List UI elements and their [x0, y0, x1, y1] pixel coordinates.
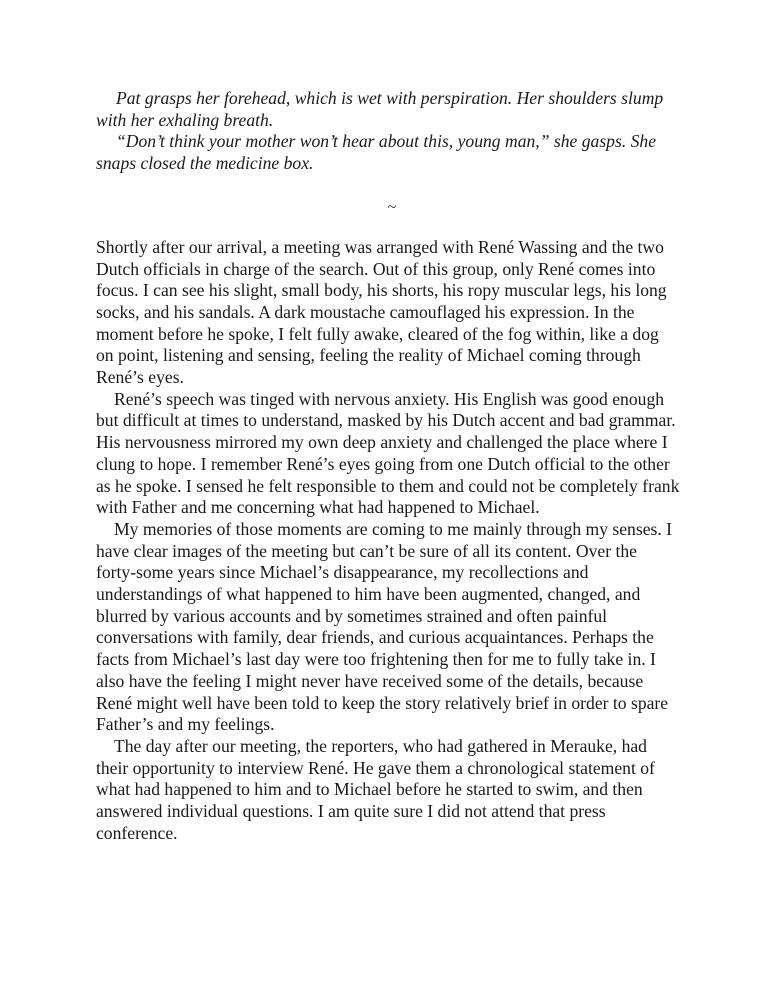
body-paragraph: The day after our meeting, the reporters, who had gathered in Merauke, had their opportunity to interview René. He gave them a chronological statement of what had happened to him and to Michael before he started to swim, and then answered individual questions. I am quite sure I did not attend that press conference.: [96, 735, 655, 843]
body-paragraph: René’s speech was tinged with nervous anxiety. His English was good enough but difficult at times to understand, masked by his Dutch accent and bad grammar. His nervousness mirrored my own deep anxiety and challenged the place where I clung to hope. I remember René’s eyes going from one Dutch official to the other as he spoke. I sensed he felt responsible to them and could not be completely frank with Father and me concerning what had happened to Michael.: [96, 388, 680, 518]
italic-paragraph: Pat grasps her forehead, which is wet with perspiration. Her shoulders slump with her exhaling breath.: [96, 88, 664, 130]
section-separator: ~: [387, 198, 397, 216]
italic-paragraph: “Don’t think your mother won’t hear about this, young man,” she gasps. She snaps closed the medicine box.: [96, 131, 657, 174]
body-text-block: [96, 237, 680, 845]
body-paragraph: Shortly after our arrival, a meeting was arranged with René Wassing and the two Dutch officials in charge of the search. Out of this group, only René comes into focus. I can see his slight, small body, his shorts, his ropy muscular legs, his long socks, and his sandals. A dark moustache camouflaged his expression. In the moment before he spoke, I felt fully awake, cleared of the fog within, like a dog on point, listening and sensing, feeling the reality of Michael coming through René’s eyes.: [96, 236, 667, 388]
book-page: [96, 88, 680, 845]
italic-scene-block: [96, 88, 680, 175]
body-paragraph: My memories of those moments are coming to me mainly through my senses. I have clear images of the meeting but can’t be sure of all its content. Over the forty-some years since Michael’s disappearance, my recollections and understandings of what happened to him have been augmented, changed, and blurred by various accounts and by sometimes strained and often painful conversations with family, dear friends, and curious acquaintances. Perhaps the facts from Michael’s last day were too frightening then for me to fully take in. I also have the feeling I might never have received some of the details, because René might well have been told to keep the story relatively brief in order to spare Father’s and my feelings.: [96, 518, 673, 735]
